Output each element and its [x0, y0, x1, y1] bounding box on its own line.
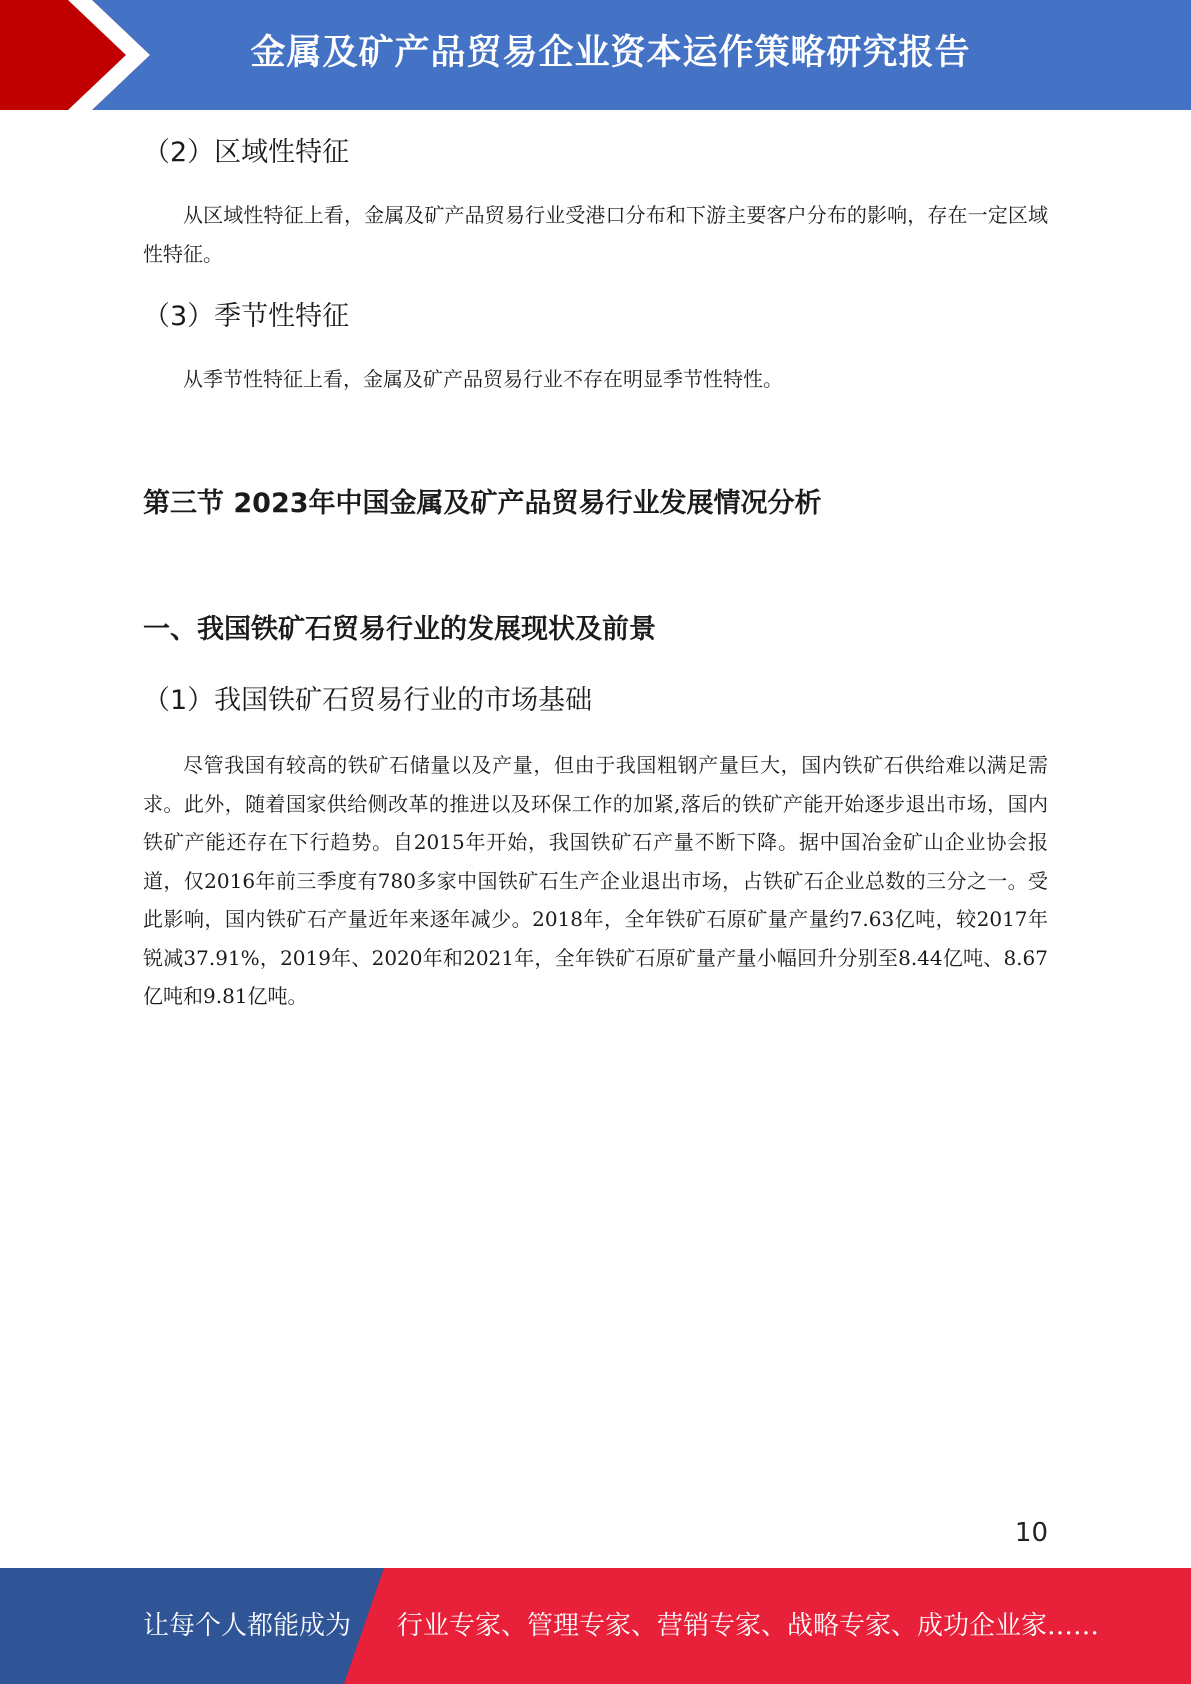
report-title: 金属及矿产品贸易企业资本运作策略研究报告 — [250, 33, 971, 73]
footer-slogan-left: 让每个人都能成为 — [143, 1611, 352, 1641]
heading-market-basis: （1）我国铁矿石贸易行业的市场基础 — [143, 685, 593, 716]
heading-regional-features: （2）区域性特征 — [143, 137, 350, 168]
page-footer — [0, 1568, 1191, 1684]
paragraph-seasonal-features: 从季节性特征上看，金属及矿产品贸易行业不存在明显季节性特性。 — [183, 367, 783, 391]
header-chevron-graphic — [0, 0, 160, 110]
heading-seasonal-features: （3）季节性特征 — [143, 301, 350, 332]
heading-chapter-one: 一、我国铁矿石贸易行业的发展现状及前景 — [143, 614, 656, 645]
page-header — [0, 0, 1191, 110]
page-number: 10 — [1014, 1518, 1048, 1548]
heading-section-three: 第三节 2023年中国金属及矿产品贸易行业发展情况分析 — [143, 488, 822, 519]
paragraph-market-basis: 尽管我国有较高的铁矿石储量以及产量，但由于我国粗钢产量巨大，国内铁矿石供给难以满足需求。此外，随着国家供给侧改革的推进以及环保工作的加紧,落后的铁矿产能开始逐步退出市场，国内铁矿产能还存在下行趋势。自2015年开始，我国铁矿石产量不断下降。据中国冶金矿山企业协会报道，仅2016年前三季度有780多家中国铁矿石生产企业退出市场，占铁矿石企业总数的三分之一。受此影响，国内铁矿石产量近年来逐年减少。2018年，全年铁矿石原矿量产量约7.63亿吨，较2017年锐减37.91%，2019年、2020年和2021年，全年铁矿石原矿量产量小幅回升分别至8.44亿吨、8.67亿吨和9.81亿吨。 — [143, 753, 1048, 1008]
footer-slogan-right: 行业专家、管理专家、营销专家、战略专家、成功企业家…… — [397, 1611, 1100, 1641]
paragraph-regional-features: 从区域性特征上看，金属及矿产品贸易行业受港口分布和下游主要客户分布的影响，存在一定区域性特征。 — [143, 203, 1048, 266]
